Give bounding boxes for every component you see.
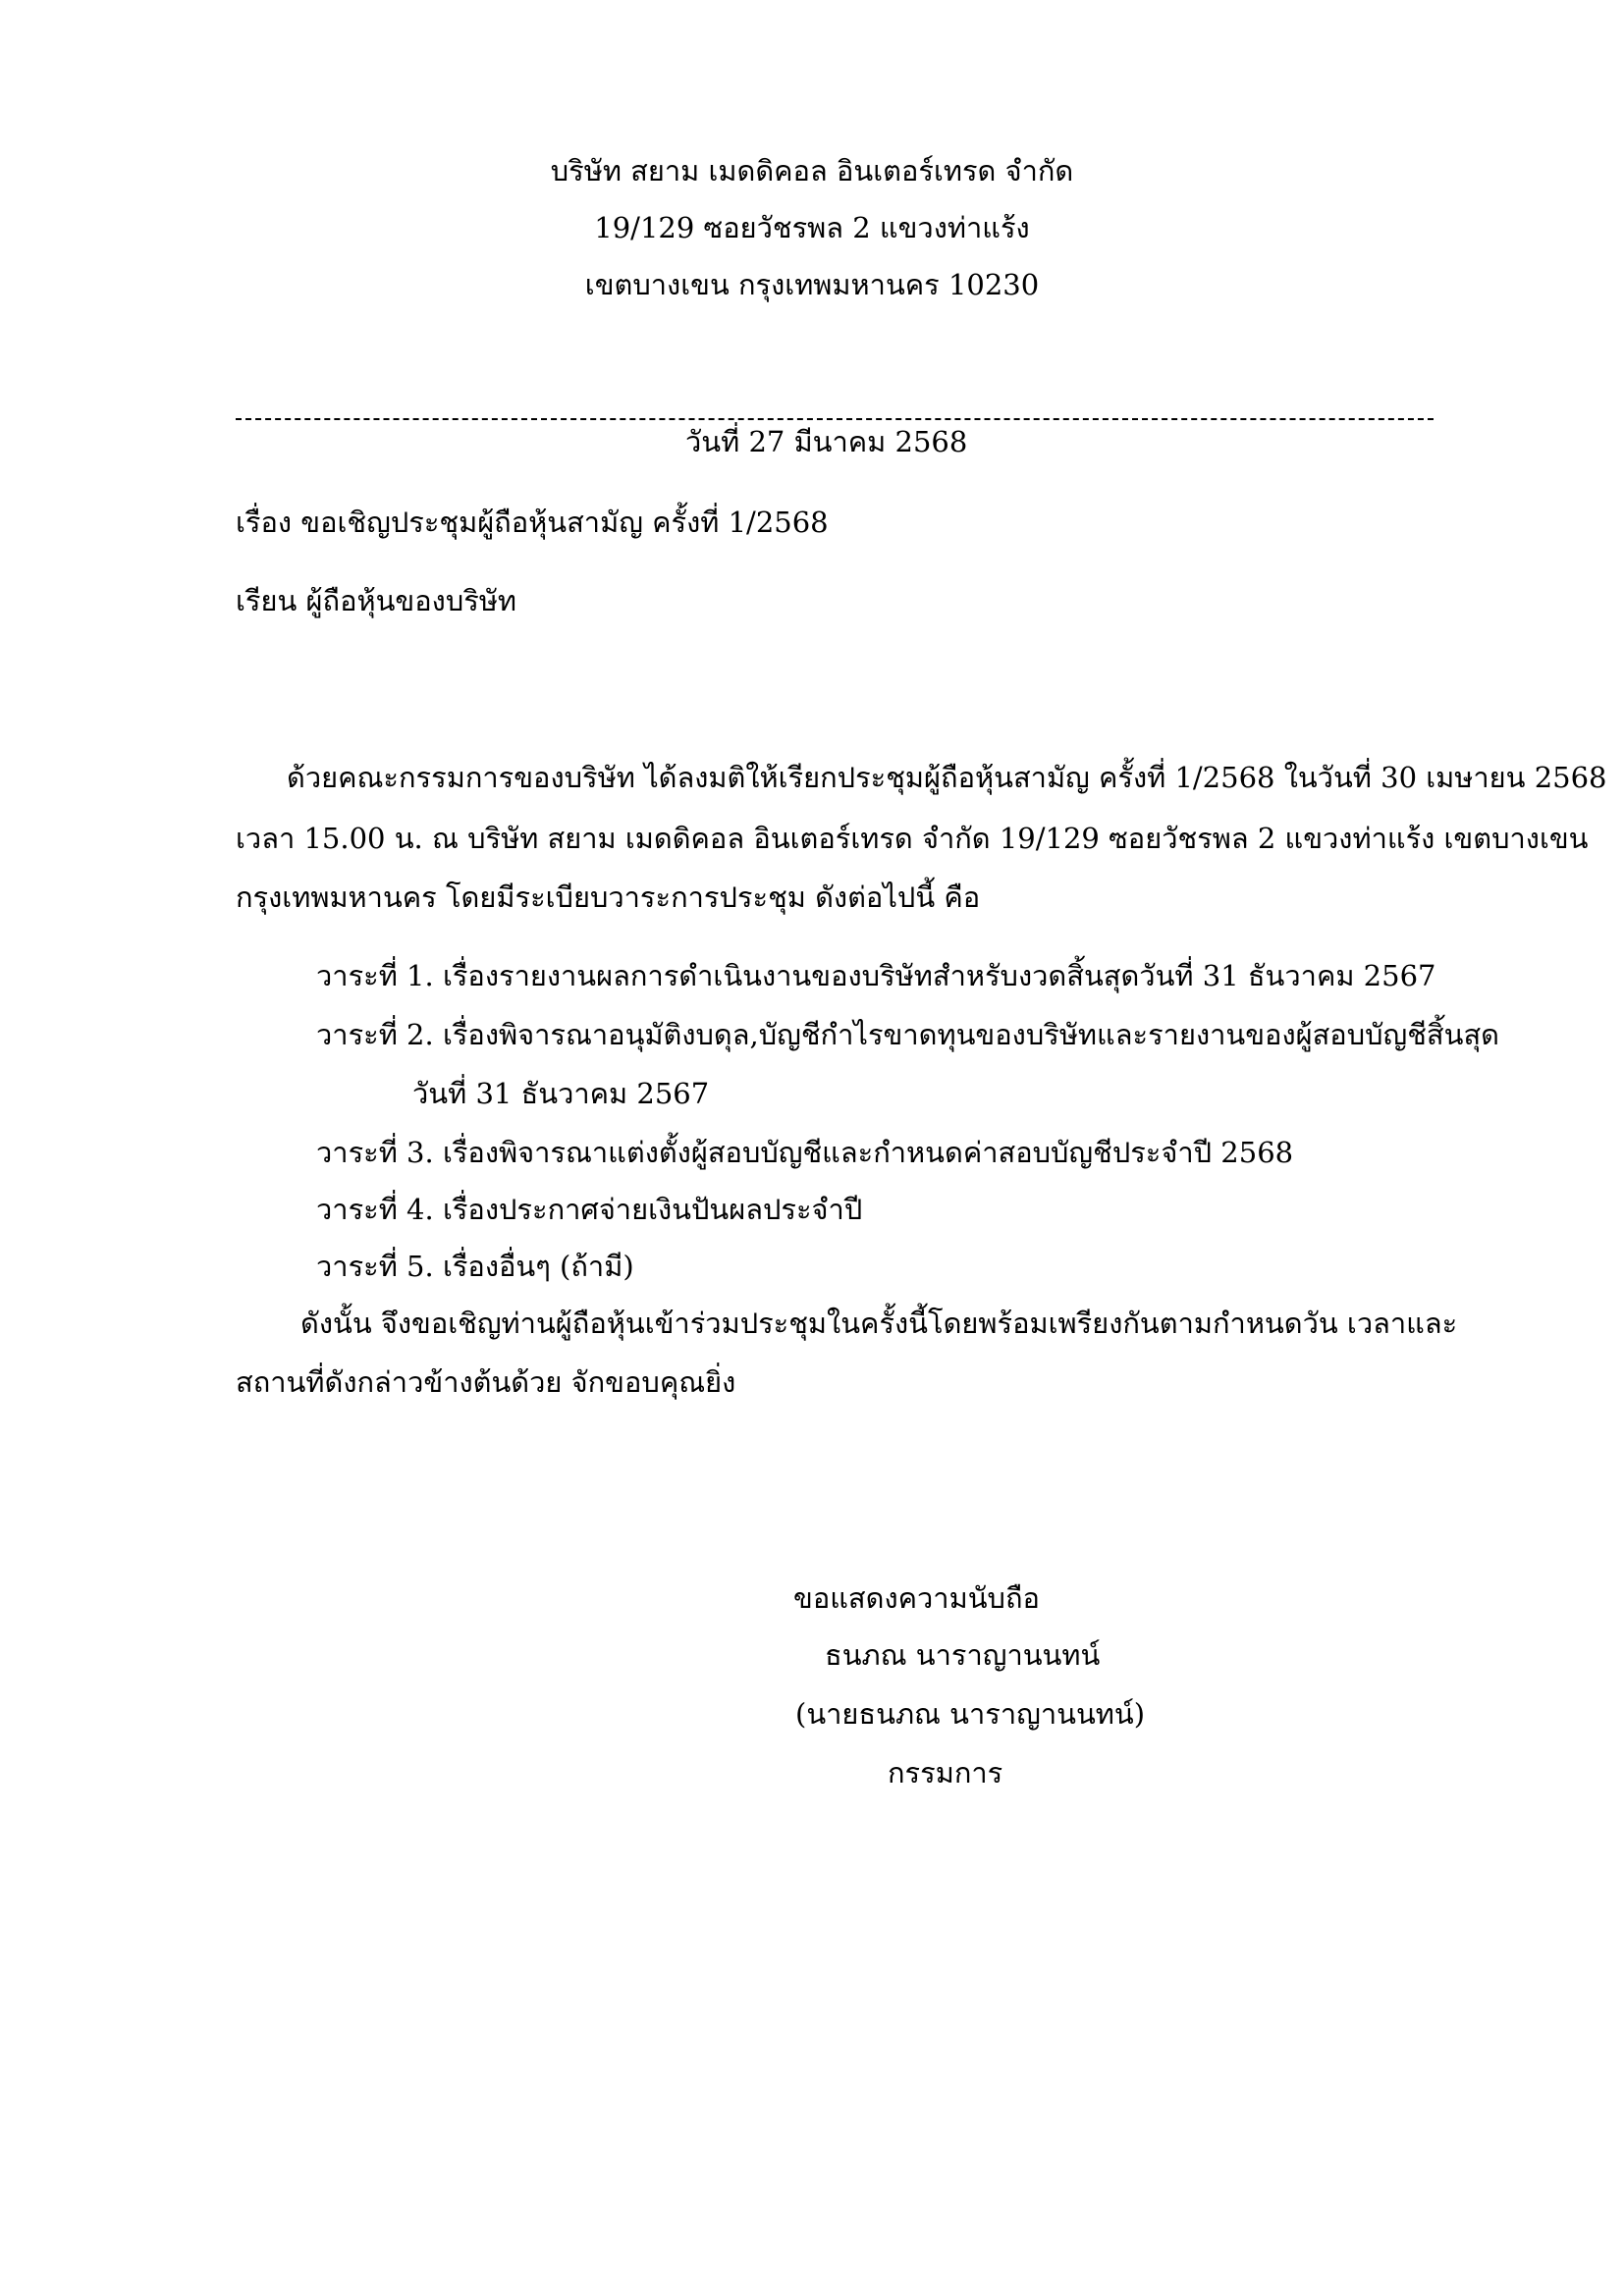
closing-line-2: สถานที่ดังกล่าวข้างต้นด้วย จักขอบคุณยิ่ง [236,1365,736,1399]
letter-recipient: เรียน ผู้ถือหุ้นของบริษัท [236,584,517,617]
agenda-item-2-continuation: วันที่ 31 ธันวาคม 2567 [412,1077,710,1110]
agenda-item-4: วาระที่ 4. เรื่องประกาศจ่ายเงินปันผลประจำปี [316,1193,863,1226]
letter-date: วันที่ 27 มีนาคม 2568 [685,425,968,458]
body-paragraph-line-2: เวลา 15.00 น. ณ บริษัท สยาม เมดดิคอล อินเตอร์เทรด จำกัด 19/129 ซอยวัชรพล 2 แขวงท่าแร้ง เขตบางเขน [236,822,1589,855]
body-paragraph-line-1: ด้วยคณะกรรมการของบริษัท ได้ลงมติให้เรียกประชุมผู้ถือหุ้นสามัญ ครั้งที่ 1/2568 ในวันที่ 30 เมษายน 2568 [287,761,1607,794]
signature-title: กรรมการ [888,1756,1003,1789]
agenda-item-5: วาระที่ 5. เรื่องอื่นๆ (ถ้ามี) [316,1250,634,1283]
company-name: บริษัท สยาม เมดดิคอล อินเตอร์เทรด จำกัด [550,154,1074,187]
agenda-item-2: วาระที่ 2. เรื่องพิจารณาอนุมัติงบดุล,บัญชีกำไรขาดทุนของบริษัทและรายงานของผู้สอบบัญชีสิ้นสุด [316,1018,1499,1051]
signature-signed-name: ธนภณ นาราญานนทน์ [825,1638,1101,1672]
agenda-item-1: วาระที่ 1. เรื่องรายงานผลการดำเนินงานของบริษัทสำหรับงวดสิ้นสุดวันที่ 31 ธันวาคม 2567 [316,959,1436,992]
letter-subject: เรื่อง ขอเชิญประชุมผู้ถือหุ้นสามัญ ครั้งที่ 1/2568 [236,506,829,539]
company-address-line-1: 19/129 ซอยวัชรพล 2 แขวงท่าแร้ง [594,211,1030,244]
closing-line-1: ดังนั้น จึงขอเชิญท่านผู้ถือหุ้นเข้าร่วมประชุมในครั้งนี้โดยพร้อมเพรียงกันตามกำหนดวัน เวลาและ [300,1307,1458,1340]
agenda-item-3: วาระที่ 3. เรื่องพิจารณาแต่งตั้งผู้สอบบัญชีและกำหนดค่าสอบบัญชีประจำปี 2568 [316,1136,1294,1169]
signature-printed-name: (นายธนภณ นาราญานนทน์) [795,1697,1146,1731]
company-address-line-2: เขตบางเขน กรุงเทพมหานคร 10230 [584,268,1040,301]
body-paragraph-line-3: กรุงเทพมหานคร โดยมีระเบียบวาระการประชุม ดังต่อไปนี้ คือ [236,881,981,914]
dashed-separator [236,418,1434,420]
signature-salutation: ขอแสดงความนับถือ [793,1581,1040,1615]
